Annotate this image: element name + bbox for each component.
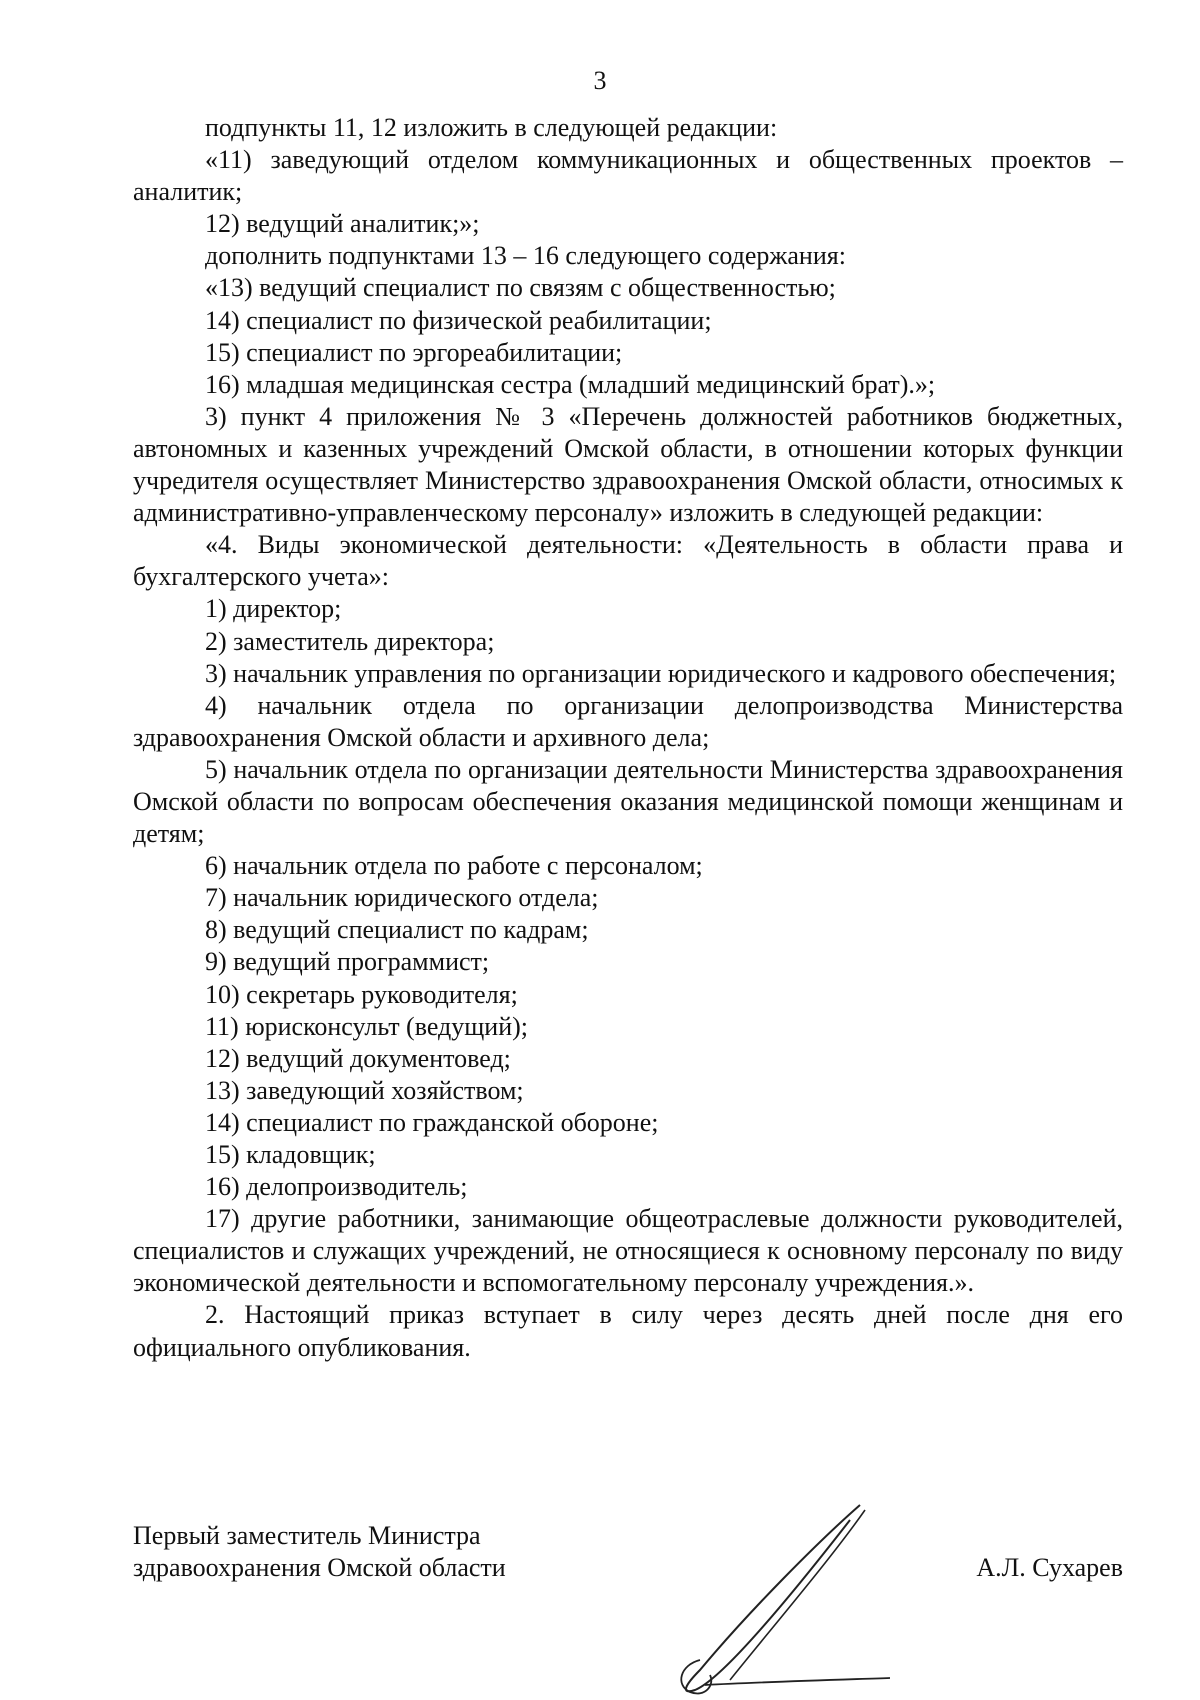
list-item: 16) делопроизводитель; — [205, 1172, 468, 1202]
paragraph: «11) заведующий отделом коммуникационных и общественных проектов – аналитик; — [133, 145, 1123, 207]
list-item: 1) директор; — [205, 594, 342, 624]
list-item: 7) начальник юридического отдела; — [205, 883, 599, 913]
list-item: 12) ведущий документовед; — [205, 1043, 511, 1073]
paragraph: дополнить подпунктами 13 – 16 следующего содержания: — [205, 241, 846, 271]
handwritten-signature-icon — [660, 1500, 920, 1700]
list-item: 11) юрисконсульт (ведущий); — [205, 1011, 528, 1041]
list-item: 5) начальник отдела по организации деятельности Министерства здравоохранения Омской области по вопросам обеспечения оказания медицинской помощи женщинам и детям; — [133, 754, 1123, 849]
signer-position-line2: здравоохранения Омской области — [133, 1553, 506, 1582]
paragraph: 16) младшая медицинская сестра (младший медицинский брат).»; — [205, 369, 936, 399]
paragraph: подпункты 11, 12 изложить в следующей редакции: — [205, 113, 778, 142]
list-item: 14) специалист по гражданской обороне; — [205, 1107, 659, 1137]
list-item: 2) заместитель директора; — [205, 626, 495, 656]
paragraph: 3) пункт 4 приложения № 3 «Перечень должностей работников бюджетных, автономных и казенных учреждений Омской области, в отношении которых функции учредителя осуществляет Министерство здравоохранения Омской области, относимых к административно-управленческому персоналу» изложить в следующей редакции: — [133, 401, 1123, 528]
paragraph: «13) ведущий специалист по связям с общественностью; — [205, 273, 836, 303]
list-item: 17) другие работники, занимающие общеотраслевые должности руководителей, специалистов и служащих учреждений, не относящиеся к основному персоналу по виду экономической деятельности и вспомогательному персоналу учреждения.». — [133, 1204, 1123, 1298]
paragraph: «4. Виды экономической деятельности: «Деятельность в области права и бухгалтерского учета»: — [133, 530, 1123, 592]
signer-name: А.Л. Сухарев — [976, 1553, 1123, 1582]
list-item: 3) начальник управления по организации юридического и кадрового обеспечения; — [205, 658, 1117, 688]
paragraph: 2. Настоящий приказ вступает в силу через десять дней после дня его официального опубликования. — [133, 1300, 1123, 1362]
signer-position-line1: Первый заместитель Министра — [133, 1521, 481, 1550]
document-body — [133, 112, 1123, 1364]
paragraph: 14) специалист по физической реабилитации; — [205, 305, 712, 335]
list-item: 4) начальник отдела по организации делопроизводства Министерства здравоохранения Омской области и архивного дела; — [133, 690, 1123, 752]
page-number: 3 — [593, 66, 607, 95]
signature-block — [133, 1520, 1123, 1584]
list-item: 15) кладовщик; — [205, 1140, 376, 1169]
list-item: 6) начальник отдела по работе с персоналом; — [205, 851, 703, 881]
paragraph: 12) ведущий аналитик;»; — [205, 209, 480, 239]
list-item: 10) секретарь руководителя; — [205, 979, 518, 1009]
list-item: 8) ведущий специалист по кадрам; — [205, 915, 589, 945]
paragraph: 15) специалист по эргореабилитации; — [205, 337, 623, 367]
list-item: 9) ведущий программист; — [205, 947, 490, 977]
list-item: 13) заведующий хозяйством; — [205, 1075, 524, 1105]
